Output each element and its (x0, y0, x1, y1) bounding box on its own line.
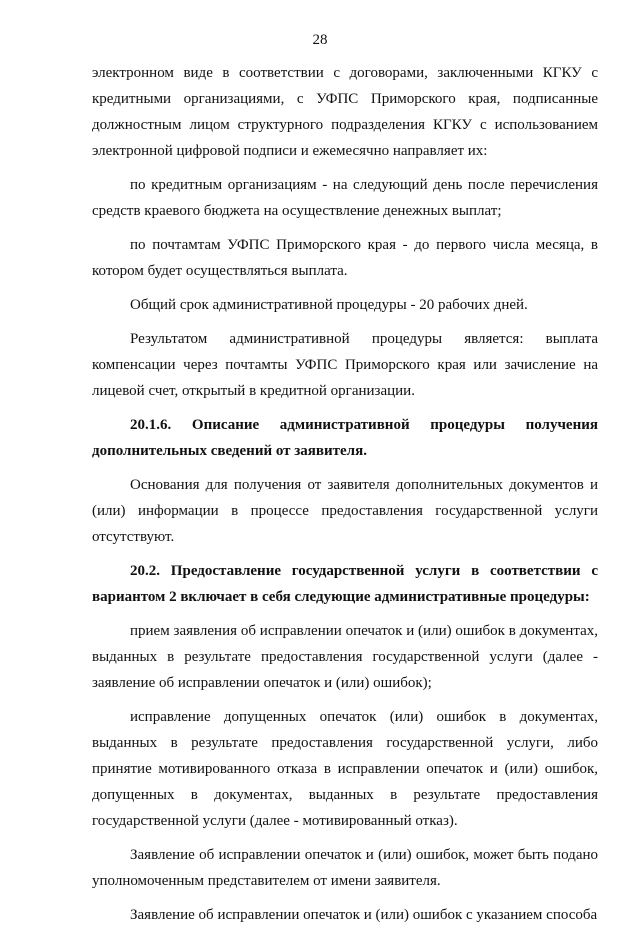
paragraph-error-correction: исправление допущенных опечаток (или) ошибок в документах, выданных в результате предоставления государственной услуги, либо принятие мотивированного отказа в исправлении опечаток и (или) ошибок, допущенных в документах, выданных в результате предоставления государственной услуги (далее - мотивированный отказ). (92, 709, 598, 829)
paragraph-procedure-result: Результатом административной процедуры является: выплата компенсации через почтамты УФПС Приморского края или зачисление на лицевой счет, открытый в кредитной организации. (92, 331, 598, 399)
paragraph-procedure-term: Общий срок административной процедуры - 20 рабочих дней. (130, 297, 528, 313)
paragraph-credit-organizations: по кредитным организациям - на следующий день после перечисления средств краевого бюджета на осуществление денежных выплат; (92, 177, 598, 219)
paragraph-application-intake: прием заявления об исправлении опечаток и (или) ошибок в документах, выданных в результате предоставления государственной услуги (далее - заявление об исправлении опечаток и (или) ошибок); (92, 623, 598, 691)
paragraph-continuation: электронном виде в соответствии с договорами, заключенными КГКУ с кредитными организациями, с УФПС Приморского края, подписанные должностным лицом структурного подразделения КГКУ с использованием электронной цифровой подписи и ежемесячно направляет их: (92, 65, 598, 159)
document-body (92, 60, 598, 928)
page-number: 28 (312, 32, 328, 48)
section-heading-20-1-6: 20.1.6. Описание административной процедуры получения дополнительных сведений от заявителя. (92, 417, 598, 459)
section-heading-20-2: 20.2. Предоставление государственной услуги в соответствии с вариантом 2 включает в себя следующие административные процедуры: (92, 563, 598, 605)
paragraph-additional-info-grounds: Основания для получения от заявителя дополнительных документов и (или) информации в процессе предоставления государственной услуги отсутствуют. (92, 477, 598, 545)
paragraph-post-offices: по почтамтам УФПС Приморского края - до первого числа месяца, в котором будет осуществляться выплата. (92, 237, 598, 279)
paragraph-application-method: Заявление об исправлении опечаток и (или) ошибок с указанием способа (130, 907, 598, 923)
paragraph-representative: Заявление об исправлении опечаток и (или) ошибок, может быть подано уполномоченным представителем от имени заявителя. (92, 847, 598, 889)
